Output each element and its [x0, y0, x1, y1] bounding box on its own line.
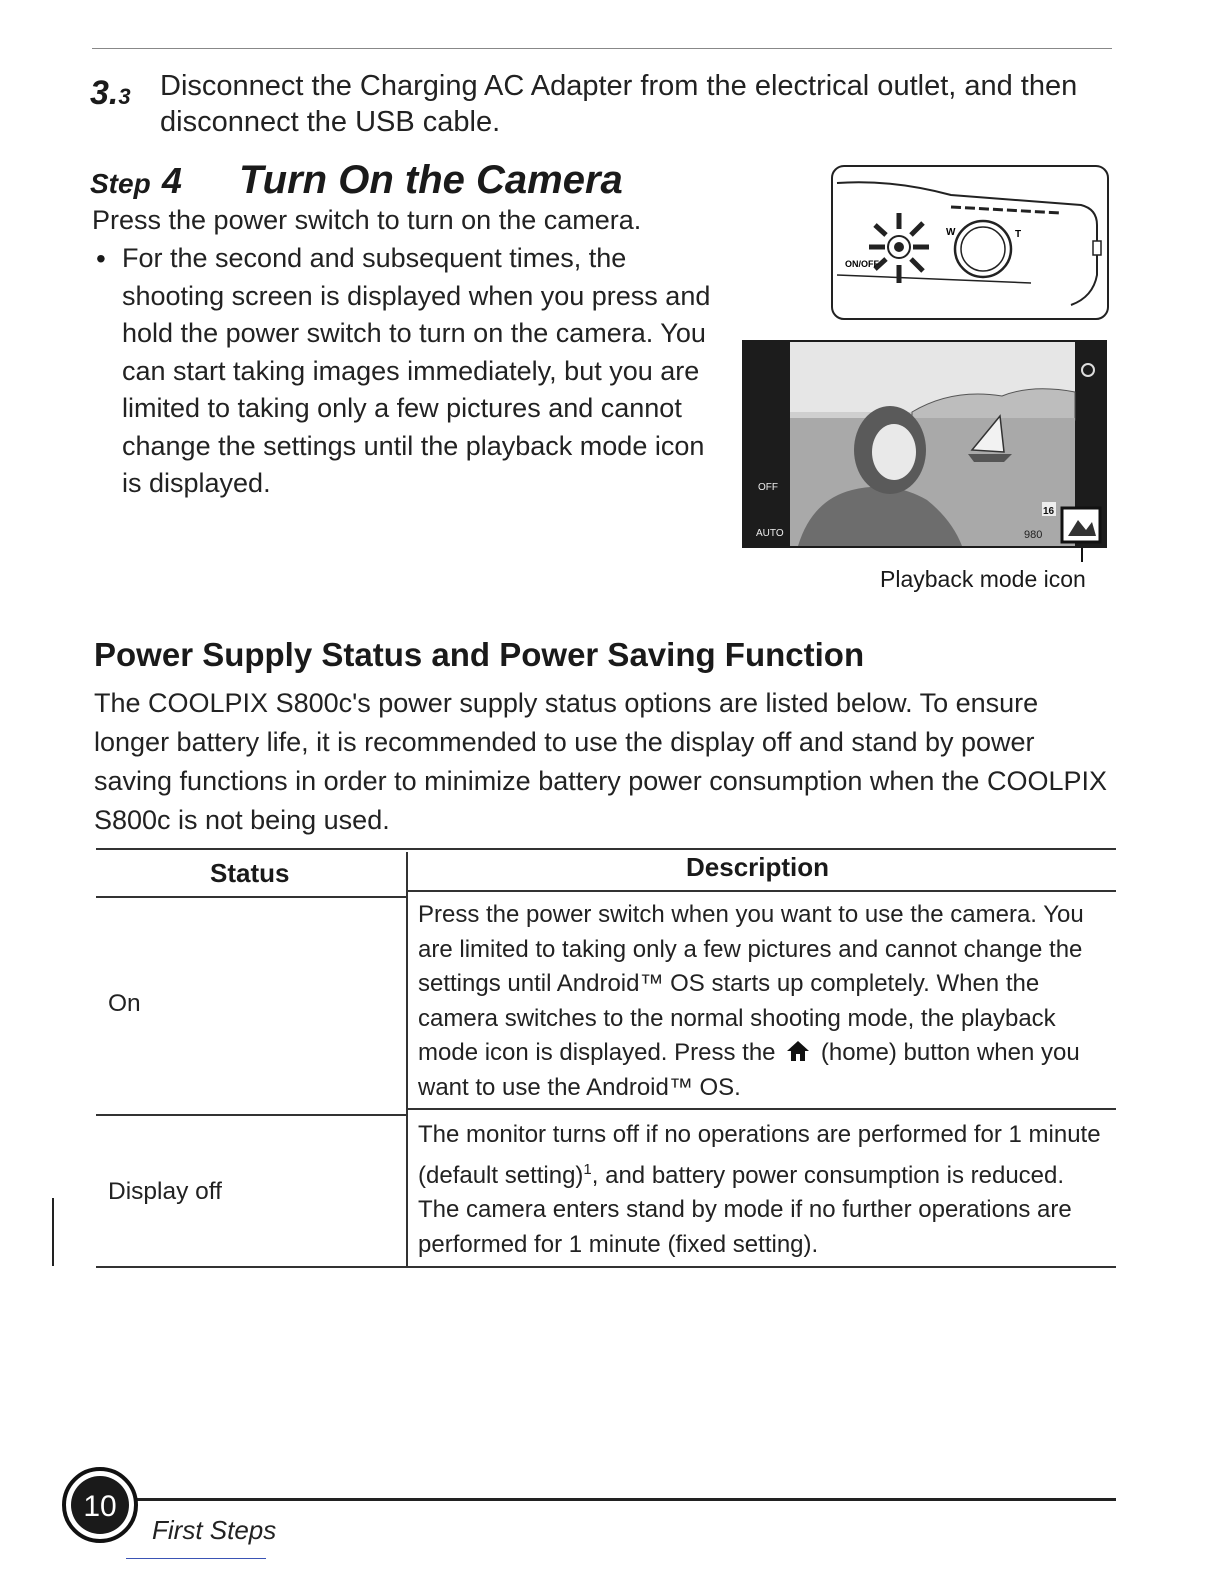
table-row-1-rule-right: [408, 1108, 1116, 1110]
table-row-1-status: On: [108, 990, 141, 1017]
table-header-rule-right: [408, 890, 1116, 892]
step-title: Turn On the Camera: [238, 158, 623, 202]
screen-image-size: 16: [1043, 506, 1055, 517]
zoom-t-label: T: [1015, 229, 1022, 240]
footer-underline: [126, 1558, 266, 1559]
table-bottom-rule: [96, 1266, 1116, 1268]
step-number: 4: [161, 160, 182, 201]
table-header-description: Description: [686, 852, 830, 882]
step-label: Step: [90, 168, 151, 199]
table-top-rule: [96, 848, 1116, 850]
onoff-label: ON/OFF: [845, 259, 879, 269]
table-row-2-status: Display off: [108, 1178, 222, 1205]
page-number-badge: [62, 1467, 138, 1543]
table-row-1-description: Press the power switch when you want to use the camera. You are limited to taking only a few pictures and cannot change the settings until Android™ OS starts up completely. When the camera switches to the normal shooting mode, the playback mode icon is displayed. Press the (home) button when you want to use the Android™ OS.: [418, 901, 1084, 1101]
footer-rule: [120, 1498, 1116, 1501]
top-rule: [92, 48, 1112, 49]
substep-text: Disconnect the Charging AC Adapter from the electrical outlet, and then disconnect the USB cable.: [160, 70, 1078, 138]
table-header-status: Status: [210, 858, 290, 888]
footer-section-label: First Steps: [152, 1515, 277, 1545]
page-number: 10: [83, 1490, 117, 1523]
bullet-icon: •: [96, 243, 106, 274]
table-row-2-description: The monitor turns off if no operations are performed for 1 minute (default setting)$^1$, and battery power consumption is reduced. The camera enters stand by mode if no further operations are performed for 1 minute (fixed setting).: [418, 1121, 1101, 1258]
callout-line: [1081, 548, 1083, 562]
step-bullet: For the second and subsequent times, the shooting screen is displayed when you press and hold the power switch to turn on the camera. You can start taking images immediately, but you are limited to taking only a few pictures and cannot change the settings until the playback mode icon is displayed.: [122, 243, 711, 498]
camera-top-illustration: [831, 165, 1109, 320]
margin-mark: [52, 1198, 54, 1266]
step-intro: Press the power switch to turn on the camera.: [92, 205, 642, 235]
zoom-w-label: W: [946, 227, 956, 238]
step-heading: [90, 158, 623, 203]
table-row-1-rule-left: [96, 1114, 406, 1116]
screen-left-icon-off: OFF: [758, 482, 778, 493]
screen-left-icon-auto: AUTO: [756, 528, 784, 539]
camera-screen-illustration: [742, 340, 1107, 548]
table-header-rule-left: [96, 896, 406, 898]
section-heading: Power Supply Status and Power Saving Function: [94, 636, 865, 673]
table-column-divider: [406, 852, 408, 1266]
home-icon: [786, 1039, 810, 1063]
screen-remaining-count: 980: [1024, 529, 1043, 541]
playback-mode-caption: Playback mode icon: [880, 566, 1086, 592]
substep-number: 3.3: [90, 74, 131, 112]
section-body: The COOLPIX S800c's power supply status options are listed below. To ensure longer battery life, it is recommended to use the display off and stand by power saving functions in order to minimize battery power consumption when the COOLPIX S800c is not being used.: [94, 688, 1107, 835]
